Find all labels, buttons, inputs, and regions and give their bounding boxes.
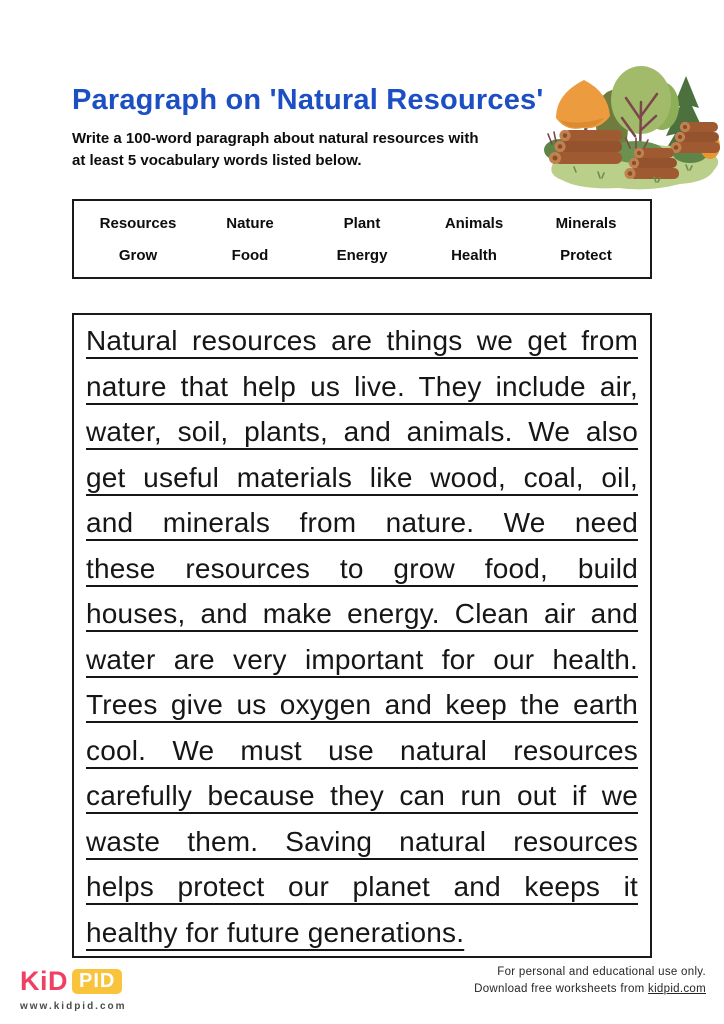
paragraph-line: houses, and make energy. Clean air and: [86, 598, 638, 629]
page-title: Paragraph on 'Natural Resources': [72, 84, 544, 116]
paragraph-line: helps protect our planet and keeps it: [86, 871, 638, 902]
usage-note-line2-text: Download free worksheets from: [474, 983, 649, 995]
vocabulary-word: Animals: [444, 214, 504, 232]
paragraph-line: water are very important for our health.: [86, 643, 638, 675]
paragraph-box: [72, 313, 652, 958]
paragraph-line: Natural resources are things we get from: [86, 325, 638, 356]
logo-pid-badge: PID: [72, 969, 122, 994]
paragraph-line: water, soil, plants, and animals. We also: [86, 416, 638, 447]
paragraph-line: cool. We must use natural resources: [86, 734, 638, 766]
vocabulary-word: Plant: [343, 214, 381, 232]
logo-kid-text: KiD: [20, 966, 68, 996]
instruction-line: Write a 100-word paragraph about natural resources with: [72, 130, 479, 147]
kidpid-link[interactable]: kidpid.com: [648, 983, 706, 995]
worksheet-header: [72, 84, 552, 172]
logo-website-text: www.kidpid.com: [20, 1001, 127, 1012]
vocabulary-word: Nature: [226, 214, 274, 232]
paragraph-line: carefully because they can run out if we: [86, 780, 638, 811]
paragraph-line: these resources to grow food, build: [86, 552, 638, 584]
vocabulary-word: Grow: [118, 246, 158, 264]
vocabulary-box: [72, 199, 652, 279]
usage-note-line1: For personal and educational use only.: [497, 966, 706, 978]
kidpid-logo: [20, 966, 127, 1012]
paragraph-line: and minerals from nature. We need: [86, 507, 638, 538]
vocabulary-word: Health: [451, 246, 497, 264]
forest-logs-illustration: [538, 60, 722, 196]
paragraph-line: get useful materials like wood, coal, oil,: [86, 461, 638, 493]
vocabulary-word: Minerals: [555, 214, 617, 232]
vocabulary-word: Food: [231, 246, 269, 264]
instruction-line: at least 5 vocabulary words listed below.: [72, 152, 362, 169]
vocabulary-word: Protect: [560, 246, 612, 264]
usage-note: [474, 964, 706, 998]
usage-note-line2: [474, 981, 706, 998]
paragraph-line: waste them. Saving natural resources: [86, 825, 638, 857]
vocabulary-word: Energy: [336, 246, 388, 264]
vocabulary-word: Resources: [99, 214, 177, 232]
log-pile-left: [549, 130, 622, 164]
paragraph-line: Trees give us oxygen and keep the earth: [86, 689, 638, 720]
kidpid-logo-row: [20, 966, 127, 997]
instructions: [72, 128, 552, 172]
paragraph-line: nature that help us live. They include air,: [86, 370, 638, 402]
paragraph-line: healthy for future generations.: [86, 916, 465, 948]
